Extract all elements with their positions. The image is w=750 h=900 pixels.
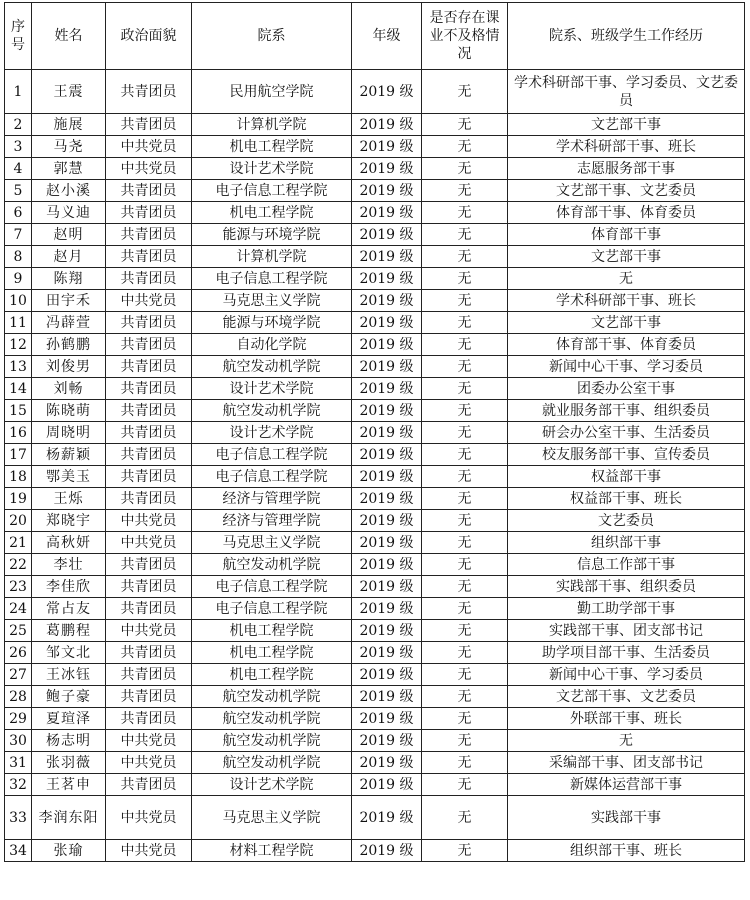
row-index: 18	[5, 466, 32, 488]
table-row	[5, 136, 745, 158]
department: 电子信息工程学院	[192, 180, 352, 202]
row-index: 3	[5, 136, 32, 158]
table-row	[5, 356, 745, 378]
work-experience: 文艺部干事	[508, 246, 745, 268]
work-experience: 学术科研部干事、学习委员、文艺委员	[508, 70, 745, 114]
failed-courses: 无	[422, 422, 508, 444]
failed-courses: 无	[422, 290, 508, 312]
table-row	[5, 444, 745, 466]
failed-courses: 无	[422, 466, 508, 488]
failed-courses: 无	[422, 312, 508, 334]
row-index: 4	[5, 158, 32, 180]
work-experience: 组织部干事、班长	[508, 840, 745, 862]
political-status: 中共党员	[106, 730, 192, 752]
department: 设计艺术学院	[192, 378, 352, 400]
student-name: 鄂美玉	[32, 466, 106, 488]
header-grade: 年级	[352, 3, 422, 70]
row-index: 9	[5, 268, 32, 290]
work-experience: 研会办公室干事、生活委员	[508, 422, 745, 444]
grade: 2019 级	[352, 774, 422, 796]
political-status: 共青团员	[106, 114, 192, 136]
failed-courses: 无	[422, 642, 508, 664]
department: 设计艺术学院	[192, 422, 352, 444]
student-name: 孙鹤鹏	[32, 334, 106, 356]
work-experience: 外联部干事、班长	[508, 708, 745, 730]
grade: 2019 级	[352, 202, 422, 224]
grade: 2019 级	[352, 752, 422, 774]
grade: 2019 级	[352, 488, 422, 510]
row-index: 15	[5, 400, 32, 422]
work-experience: 权益部干事	[508, 466, 745, 488]
work-experience: 文艺委员	[508, 510, 745, 532]
failed-courses: 无	[422, 224, 508, 246]
row-index: 14	[5, 378, 32, 400]
work-experience: 助学项目部干事、生活委员	[508, 642, 745, 664]
work-experience: 新闻中心干事、学习委员	[508, 664, 745, 686]
table-row	[5, 268, 745, 290]
grade: 2019 级	[352, 840, 422, 862]
table-row	[5, 158, 745, 180]
grade: 2019 级	[352, 158, 422, 180]
work-experience: 勤工助学部干事	[508, 598, 745, 620]
table-row	[5, 312, 745, 334]
table-row	[5, 774, 745, 796]
political-status: 中共党员	[106, 840, 192, 862]
grade: 2019 级	[352, 532, 422, 554]
student-name: 鲍子豪	[32, 686, 106, 708]
political-status: 共青团员	[106, 576, 192, 598]
table-row	[5, 576, 745, 598]
table-row	[5, 708, 745, 730]
student-name: 田宇禾	[32, 290, 106, 312]
work-experience: 实践部干事、团支部书记	[508, 620, 745, 642]
failed-courses: 无	[422, 158, 508, 180]
failed-courses: 无	[422, 488, 508, 510]
header-department: 院系	[192, 3, 352, 70]
political-status: 共青团员	[106, 400, 192, 422]
table-body	[5, 70, 745, 862]
table-row	[5, 180, 745, 202]
grade: 2019 级	[352, 224, 422, 246]
table-row	[5, 796, 745, 840]
row-index: 21	[5, 532, 32, 554]
grade: 2019 级	[352, 400, 422, 422]
failed-courses: 无	[422, 180, 508, 202]
student-name: 杨薪颖	[32, 444, 106, 466]
failed-courses: 无	[422, 114, 508, 136]
failed-courses: 无	[422, 532, 508, 554]
table-row	[5, 114, 745, 136]
political-status: 共青团员	[106, 268, 192, 290]
student-name: 周晓明	[32, 422, 106, 444]
department: 自动化学院	[192, 334, 352, 356]
student-name: 王烁	[32, 488, 106, 510]
department: 电子信息工程学院	[192, 598, 352, 620]
work-experience: 采编部干事、团支部书记	[508, 752, 745, 774]
failed-courses: 无	[422, 840, 508, 862]
student-name: 邹文北	[32, 642, 106, 664]
department: 机电工程学院	[192, 202, 352, 224]
table-row	[5, 532, 745, 554]
work-experience: 实践部干事、组织委员	[508, 576, 745, 598]
row-index: 29	[5, 708, 32, 730]
political-status: 共青团员	[106, 598, 192, 620]
work-experience: 实践部干事	[508, 796, 745, 840]
department: 设计艺术学院	[192, 774, 352, 796]
department: 马克思主义学院	[192, 290, 352, 312]
header-work-experience: 院系、班级学生工作经历	[508, 3, 745, 70]
student-name: 冯薜萱	[32, 312, 106, 334]
student-name: 马尧	[32, 136, 106, 158]
department: 电子信息工程学院	[192, 576, 352, 598]
header-row	[5, 3, 745, 70]
department: 民用航空学院	[192, 70, 352, 114]
department: 材料工程学院	[192, 840, 352, 862]
failed-courses: 无	[422, 246, 508, 268]
grade: 2019 级	[352, 422, 422, 444]
grade: 2019 级	[352, 466, 422, 488]
political-status: 共青团员	[106, 642, 192, 664]
work-experience: 体育部干事、体育委员	[508, 202, 745, 224]
political-status: 中共党员	[106, 796, 192, 840]
student-name: 马义迪	[32, 202, 106, 224]
grade: 2019 级	[352, 246, 422, 268]
row-index: 10	[5, 290, 32, 312]
student-name: 杨志明	[32, 730, 106, 752]
department: 马克思主义学院	[192, 796, 352, 840]
grade: 2019 级	[352, 180, 422, 202]
student-name: 郭慧	[32, 158, 106, 180]
table-row	[5, 554, 745, 576]
row-index: 16	[5, 422, 32, 444]
table-row	[5, 378, 745, 400]
department: 能源与环境学院	[192, 224, 352, 246]
political-status: 共青团员	[106, 356, 192, 378]
work-experience: 信息工作部干事	[508, 554, 745, 576]
political-status: 中共党员	[106, 620, 192, 642]
student-name: 王震	[32, 70, 106, 114]
row-index: 6	[5, 202, 32, 224]
grade: 2019 级	[352, 510, 422, 532]
student-name: 夏瑄泽	[32, 708, 106, 730]
table-row	[5, 334, 745, 356]
failed-courses: 无	[422, 202, 508, 224]
student-table	[4, 2, 745, 862]
grade: 2019 级	[352, 576, 422, 598]
work-experience: 文艺部干事、文艺委员	[508, 180, 745, 202]
row-index: 19	[5, 488, 32, 510]
department: 航空发动机学院	[192, 752, 352, 774]
work-experience: 组织部干事	[508, 532, 745, 554]
row-index: 31	[5, 752, 32, 774]
political-status: 共青团员	[106, 708, 192, 730]
table-row	[5, 510, 745, 532]
student-name: 刘畅	[32, 378, 106, 400]
table-row	[5, 290, 745, 312]
student-name: 常占友	[32, 598, 106, 620]
political-status: 共青团员	[106, 246, 192, 268]
student-name: 李润东阳	[32, 796, 106, 840]
table-row	[5, 70, 745, 114]
table-row	[5, 752, 745, 774]
failed-courses: 无	[422, 576, 508, 598]
grade: 2019 级	[352, 70, 422, 114]
row-index: 13	[5, 356, 32, 378]
work-experience: 新闻中心干事、学习委员	[508, 356, 745, 378]
political-status: 中共党员	[106, 158, 192, 180]
political-status: 共青团员	[106, 224, 192, 246]
failed-courses: 无	[422, 268, 508, 290]
grade: 2019 级	[352, 378, 422, 400]
work-experience: 无	[508, 268, 745, 290]
grade: 2019 级	[352, 554, 422, 576]
grade: 2019 级	[352, 708, 422, 730]
row-index: 12	[5, 334, 32, 356]
student-name: 赵明	[32, 224, 106, 246]
political-status: 共青团员	[106, 180, 192, 202]
row-index: 20	[5, 510, 32, 532]
failed-courses: 无	[422, 664, 508, 686]
work-experience: 文艺部干事	[508, 114, 745, 136]
table-row	[5, 466, 745, 488]
grade: 2019 级	[352, 730, 422, 752]
political-status: 共青团员	[106, 422, 192, 444]
failed-courses: 无	[422, 620, 508, 642]
row-index: 8	[5, 246, 32, 268]
department: 电子信息工程学院	[192, 466, 352, 488]
department: 计算机学院	[192, 114, 352, 136]
political-status: 共青团员	[106, 334, 192, 356]
department: 航空发动机学院	[192, 356, 352, 378]
student-name: 赵小溪	[32, 180, 106, 202]
grade: 2019 级	[352, 598, 422, 620]
row-index: 17	[5, 444, 32, 466]
political-status: 中共党员	[106, 290, 192, 312]
work-experience: 文艺部干事	[508, 312, 745, 334]
failed-courses: 无	[422, 70, 508, 114]
student-name: 王冰钰	[32, 664, 106, 686]
political-status: 共青团员	[106, 488, 192, 510]
department: 航空发动机学院	[192, 730, 352, 752]
department: 机电工程学院	[192, 642, 352, 664]
student-name: 张瑜	[32, 840, 106, 862]
student-name: 李壮	[32, 554, 106, 576]
table-row	[5, 400, 745, 422]
political-status: 共青团员	[106, 312, 192, 334]
row-index: 32	[5, 774, 32, 796]
row-index: 27	[5, 664, 32, 686]
row-index: 23	[5, 576, 32, 598]
department: 机电工程学院	[192, 664, 352, 686]
political-status: 共青团员	[106, 554, 192, 576]
header-failed-courses: 是否存在课业不及格情况	[422, 3, 508, 70]
failed-courses: 无	[422, 752, 508, 774]
grade: 2019 级	[352, 334, 422, 356]
failed-courses: 无	[422, 356, 508, 378]
political-status: 中共党员	[106, 510, 192, 532]
failed-courses: 无	[422, 686, 508, 708]
header-political-status: 政治面貌	[106, 3, 192, 70]
student-name: 葛鹏程	[32, 620, 106, 642]
student-name: 王茗申	[32, 774, 106, 796]
grade: 2019 级	[352, 444, 422, 466]
work-experience: 学术科研部干事、班长	[508, 136, 745, 158]
failed-courses: 无	[422, 378, 508, 400]
failed-courses: 无	[422, 598, 508, 620]
political-status: 共青团员	[106, 70, 192, 114]
political-status: 共青团员	[106, 378, 192, 400]
department: 机电工程学院	[192, 620, 352, 642]
row-index: 33	[5, 796, 32, 840]
grade: 2019 级	[352, 796, 422, 840]
table-row	[5, 246, 745, 268]
political-status: 中共党员	[106, 136, 192, 158]
table-row	[5, 686, 745, 708]
failed-courses: 无	[422, 708, 508, 730]
grade: 2019 级	[352, 136, 422, 158]
row-index: 5	[5, 180, 32, 202]
table-row	[5, 202, 745, 224]
political-status: 中共党员	[106, 752, 192, 774]
student-name: 张羽薇	[32, 752, 106, 774]
department: 航空发动机学院	[192, 400, 352, 422]
student-name: 高秋妍	[32, 532, 106, 554]
failed-courses: 无	[422, 400, 508, 422]
row-index: 7	[5, 224, 32, 246]
political-status: 共青团员	[106, 664, 192, 686]
student-name: 郑晓宇	[32, 510, 106, 532]
row-index: 24	[5, 598, 32, 620]
student-name: 赵月	[32, 246, 106, 268]
row-index: 28	[5, 686, 32, 708]
student-table-container	[4, 2, 745, 862]
department: 航空发动机学院	[192, 686, 352, 708]
political-status: 共青团员	[106, 202, 192, 224]
department: 航空发动机学院	[192, 554, 352, 576]
student-name: 陈翔	[32, 268, 106, 290]
department: 经济与管理学院	[192, 510, 352, 532]
work-experience: 就业服务部干事、组织委员	[508, 400, 745, 422]
row-index: 30	[5, 730, 32, 752]
work-experience: 无	[508, 730, 745, 752]
work-experience: 学术科研部干事、班长	[508, 290, 745, 312]
row-index: 34	[5, 840, 32, 862]
grade: 2019 级	[352, 290, 422, 312]
failed-courses: 无	[422, 444, 508, 466]
failed-courses: 无	[422, 730, 508, 752]
header-index: 序号	[5, 3, 32, 70]
row-index: 22	[5, 554, 32, 576]
political-status: 共青团员	[106, 444, 192, 466]
table-row	[5, 620, 745, 642]
row-index: 11	[5, 312, 32, 334]
work-experience: 体育部干事	[508, 224, 745, 246]
failed-courses: 无	[422, 334, 508, 356]
grade: 2019 级	[352, 620, 422, 642]
political-status: 共青团员	[106, 466, 192, 488]
work-experience: 志愿服务部干事	[508, 158, 745, 180]
table-row	[5, 642, 745, 664]
department: 设计艺术学院	[192, 158, 352, 180]
department: 经济与管理学院	[192, 488, 352, 510]
work-experience: 团委办公室干事	[508, 378, 745, 400]
failed-courses: 无	[422, 774, 508, 796]
failed-courses: 无	[422, 796, 508, 840]
work-experience: 新媒体运营部干事	[508, 774, 745, 796]
student-name: 李佳欣	[32, 576, 106, 598]
failed-courses: 无	[422, 510, 508, 532]
student-name: 刘俊男	[32, 356, 106, 378]
grade: 2019 级	[352, 312, 422, 334]
work-experience: 校友服务部干事、宣传委员	[508, 444, 745, 466]
grade: 2019 级	[352, 664, 422, 686]
failed-courses: 无	[422, 136, 508, 158]
department: 机电工程学院	[192, 136, 352, 158]
row-index: 26	[5, 642, 32, 664]
work-experience: 体育部干事、体育委员	[508, 334, 745, 356]
department: 电子信息工程学院	[192, 444, 352, 466]
row-index: 1	[5, 70, 32, 114]
header-name: 姓名	[32, 3, 106, 70]
work-experience: 文艺部干事、文艺委员	[508, 686, 745, 708]
table-row	[5, 488, 745, 510]
grade: 2019 级	[352, 268, 422, 290]
political-status: 中共党员	[106, 532, 192, 554]
department: 电子信息工程学院	[192, 268, 352, 290]
grade: 2019 级	[352, 642, 422, 664]
table-row	[5, 422, 745, 444]
table-row	[5, 664, 745, 686]
failed-courses: 无	[422, 554, 508, 576]
student-name: 陈晓萌	[32, 400, 106, 422]
department: 航空发动机学院	[192, 708, 352, 730]
political-status: 共青团员	[106, 686, 192, 708]
grade: 2019 级	[352, 686, 422, 708]
table-row	[5, 224, 745, 246]
department: 能源与环境学院	[192, 312, 352, 334]
table-row	[5, 730, 745, 752]
table-row	[5, 840, 745, 862]
row-index: 25	[5, 620, 32, 642]
row-index: 2	[5, 114, 32, 136]
work-experience: 权益部干事、班长	[508, 488, 745, 510]
grade: 2019 级	[352, 114, 422, 136]
department: 马克思主义学院	[192, 532, 352, 554]
department: 计算机学院	[192, 246, 352, 268]
political-status: 共青团员	[106, 774, 192, 796]
grade: 2019 级	[352, 356, 422, 378]
student-name: 施展	[32, 114, 106, 136]
table-row	[5, 598, 745, 620]
